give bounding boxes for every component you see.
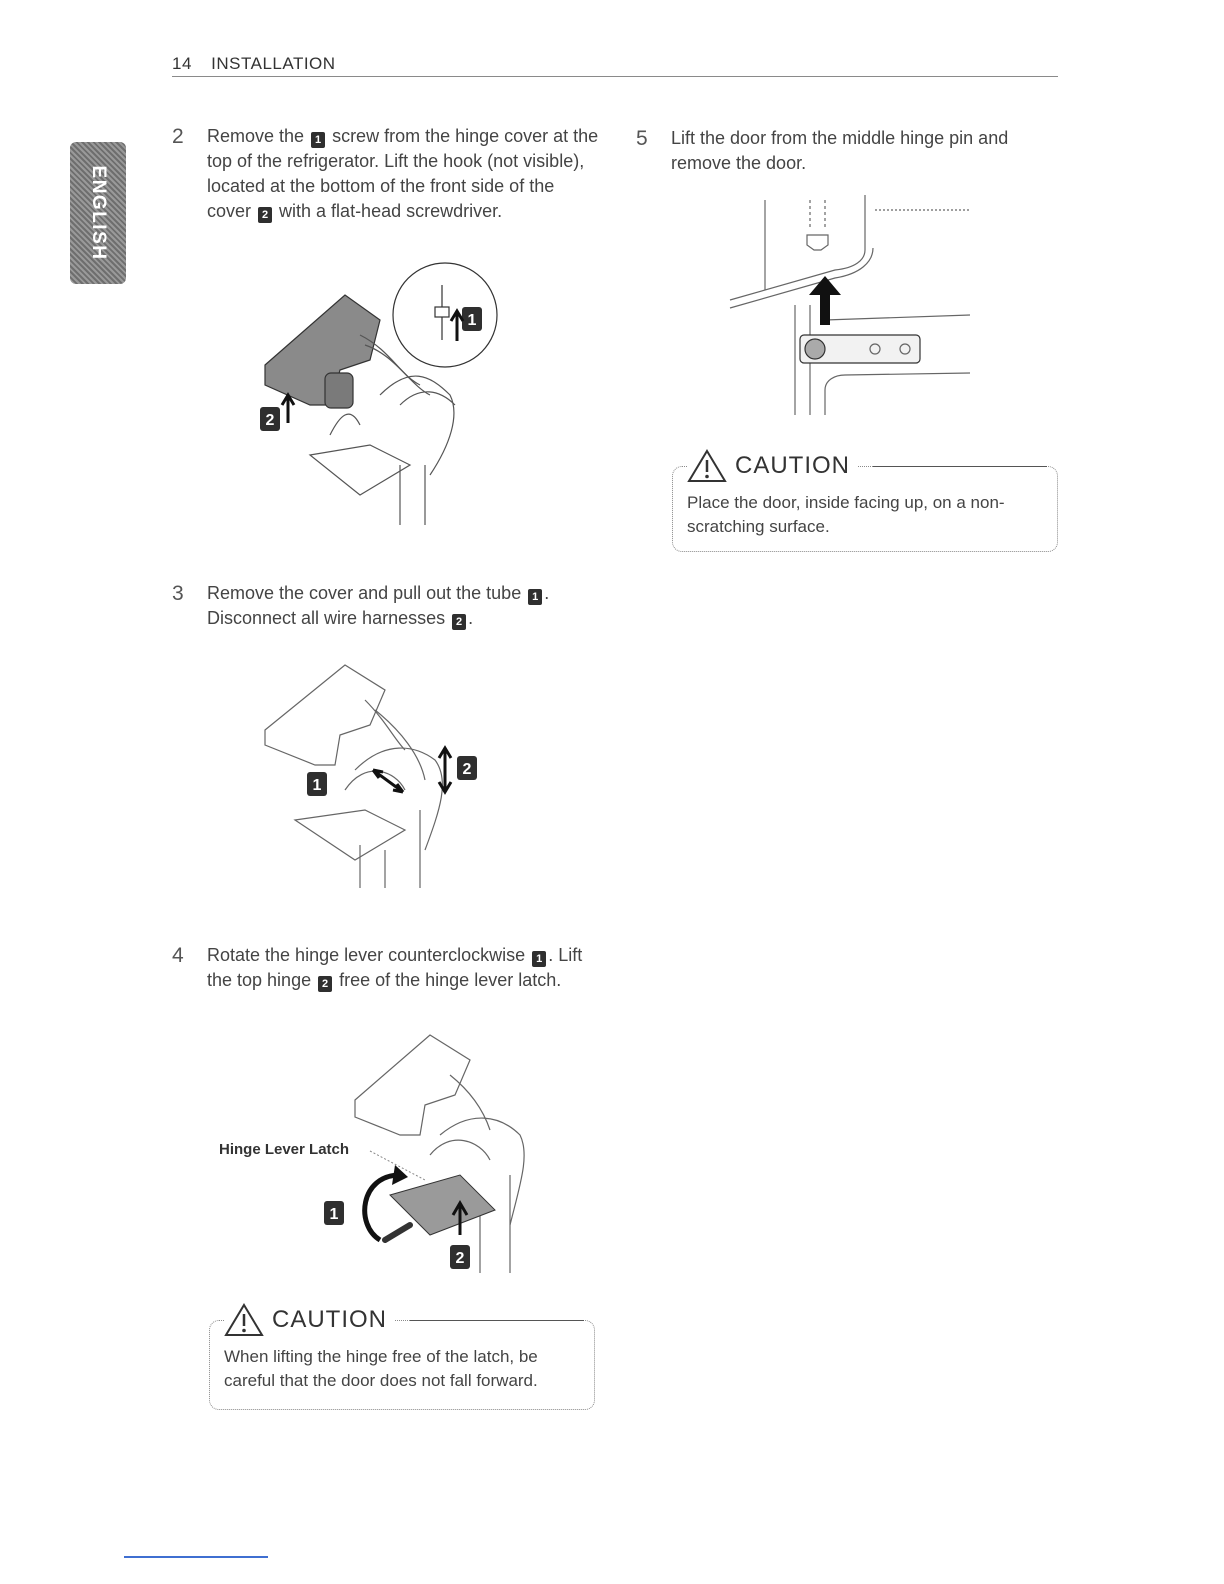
- hinge-lever-latch-label: Hinge Lever Latch: [219, 1141, 350, 1158]
- step-5: [636, 126, 1066, 176]
- caution-box-hinge: [209, 1306, 595, 1410]
- svg-text:1: 1: [312, 777, 322, 794]
- language-tab: [70, 142, 126, 284]
- svg-text:2: 2: [265, 412, 275, 429]
- callout-badge-1: 1: [311, 132, 325, 148]
- section-title: INSTALLATION: [211, 54, 336, 73]
- svg-text:2: 2: [455, 1250, 465, 1267]
- step-4: [172, 943, 602, 993]
- callout-badge-2: 2: [258, 207, 272, 223]
- figure-disconnect-harness: [255, 660, 495, 890]
- caution-heading: [687, 449, 858, 483]
- step-text: Remove the 1 screw from the hinge cover at the top of the refrigerator. Lift the hook (not visible), located at the bottom of the front side of the cover 2 with a flat-head screwdriver.: [207, 126, 599, 221]
- svg-text:1: 1: [329, 1206, 339, 1223]
- caution-text: When lifting the hinge free of the latch, be careful that the door does not fall forward.: [224, 1347, 538, 1390]
- step-2: [172, 124, 602, 224]
- step-number: 3: [172, 582, 184, 605]
- step-number: 5: [636, 127, 648, 150]
- page-header: [172, 54, 1058, 77]
- language-tab-label: ENGLISH: [88, 165, 109, 261]
- warning-icon: [224, 1303, 264, 1337]
- caution-text: Place the door, inside facing up, on a non-scratching surface.: [687, 493, 1005, 536]
- step-text: Remove the cover and pull out the tube 1 . Disconnect all wire harnesses 2 .: [207, 583, 550, 628]
- callout-badge-1: 1: [532, 951, 546, 967]
- step-text: Lift the door from the middle hinge pin and remove the door.: [671, 128, 1009, 173]
- caution-title: CAUTION: [272, 1306, 387, 1333]
- step-number: 2: [172, 125, 184, 148]
- svg-text:1: 1: [467, 312, 477, 329]
- caution-rule: [410, 1320, 584, 1321]
- page-number: 14: [172, 54, 192, 73]
- callout-badge-2: 2: [452, 614, 466, 630]
- svg-text:2: 2: [462, 761, 472, 778]
- step-3: [172, 581, 602, 631]
- warning-icon: [687, 449, 727, 483]
- step-text: Rotate the hinge lever counterclockwise 1 . Lift the top hinge 2 free of the hinge lever latch.: [207, 945, 583, 990]
- callout-badge-2: 2: [318, 976, 332, 992]
- caution-box-door: [672, 452, 1058, 552]
- footer-rule: [124, 1556, 268, 1558]
- step-number: 4: [172, 944, 184, 967]
- figure-remove-door: [725, 190, 975, 415]
- caution-title: CAUTION: [735, 452, 850, 479]
- callout-badge-1: 1: [528, 589, 542, 605]
- caution-rule: [873, 466, 1047, 467]
- figure-remove-screw: [250, 255, 510, 530]
- caution-heading: [224, 1303, 395, 1337]
